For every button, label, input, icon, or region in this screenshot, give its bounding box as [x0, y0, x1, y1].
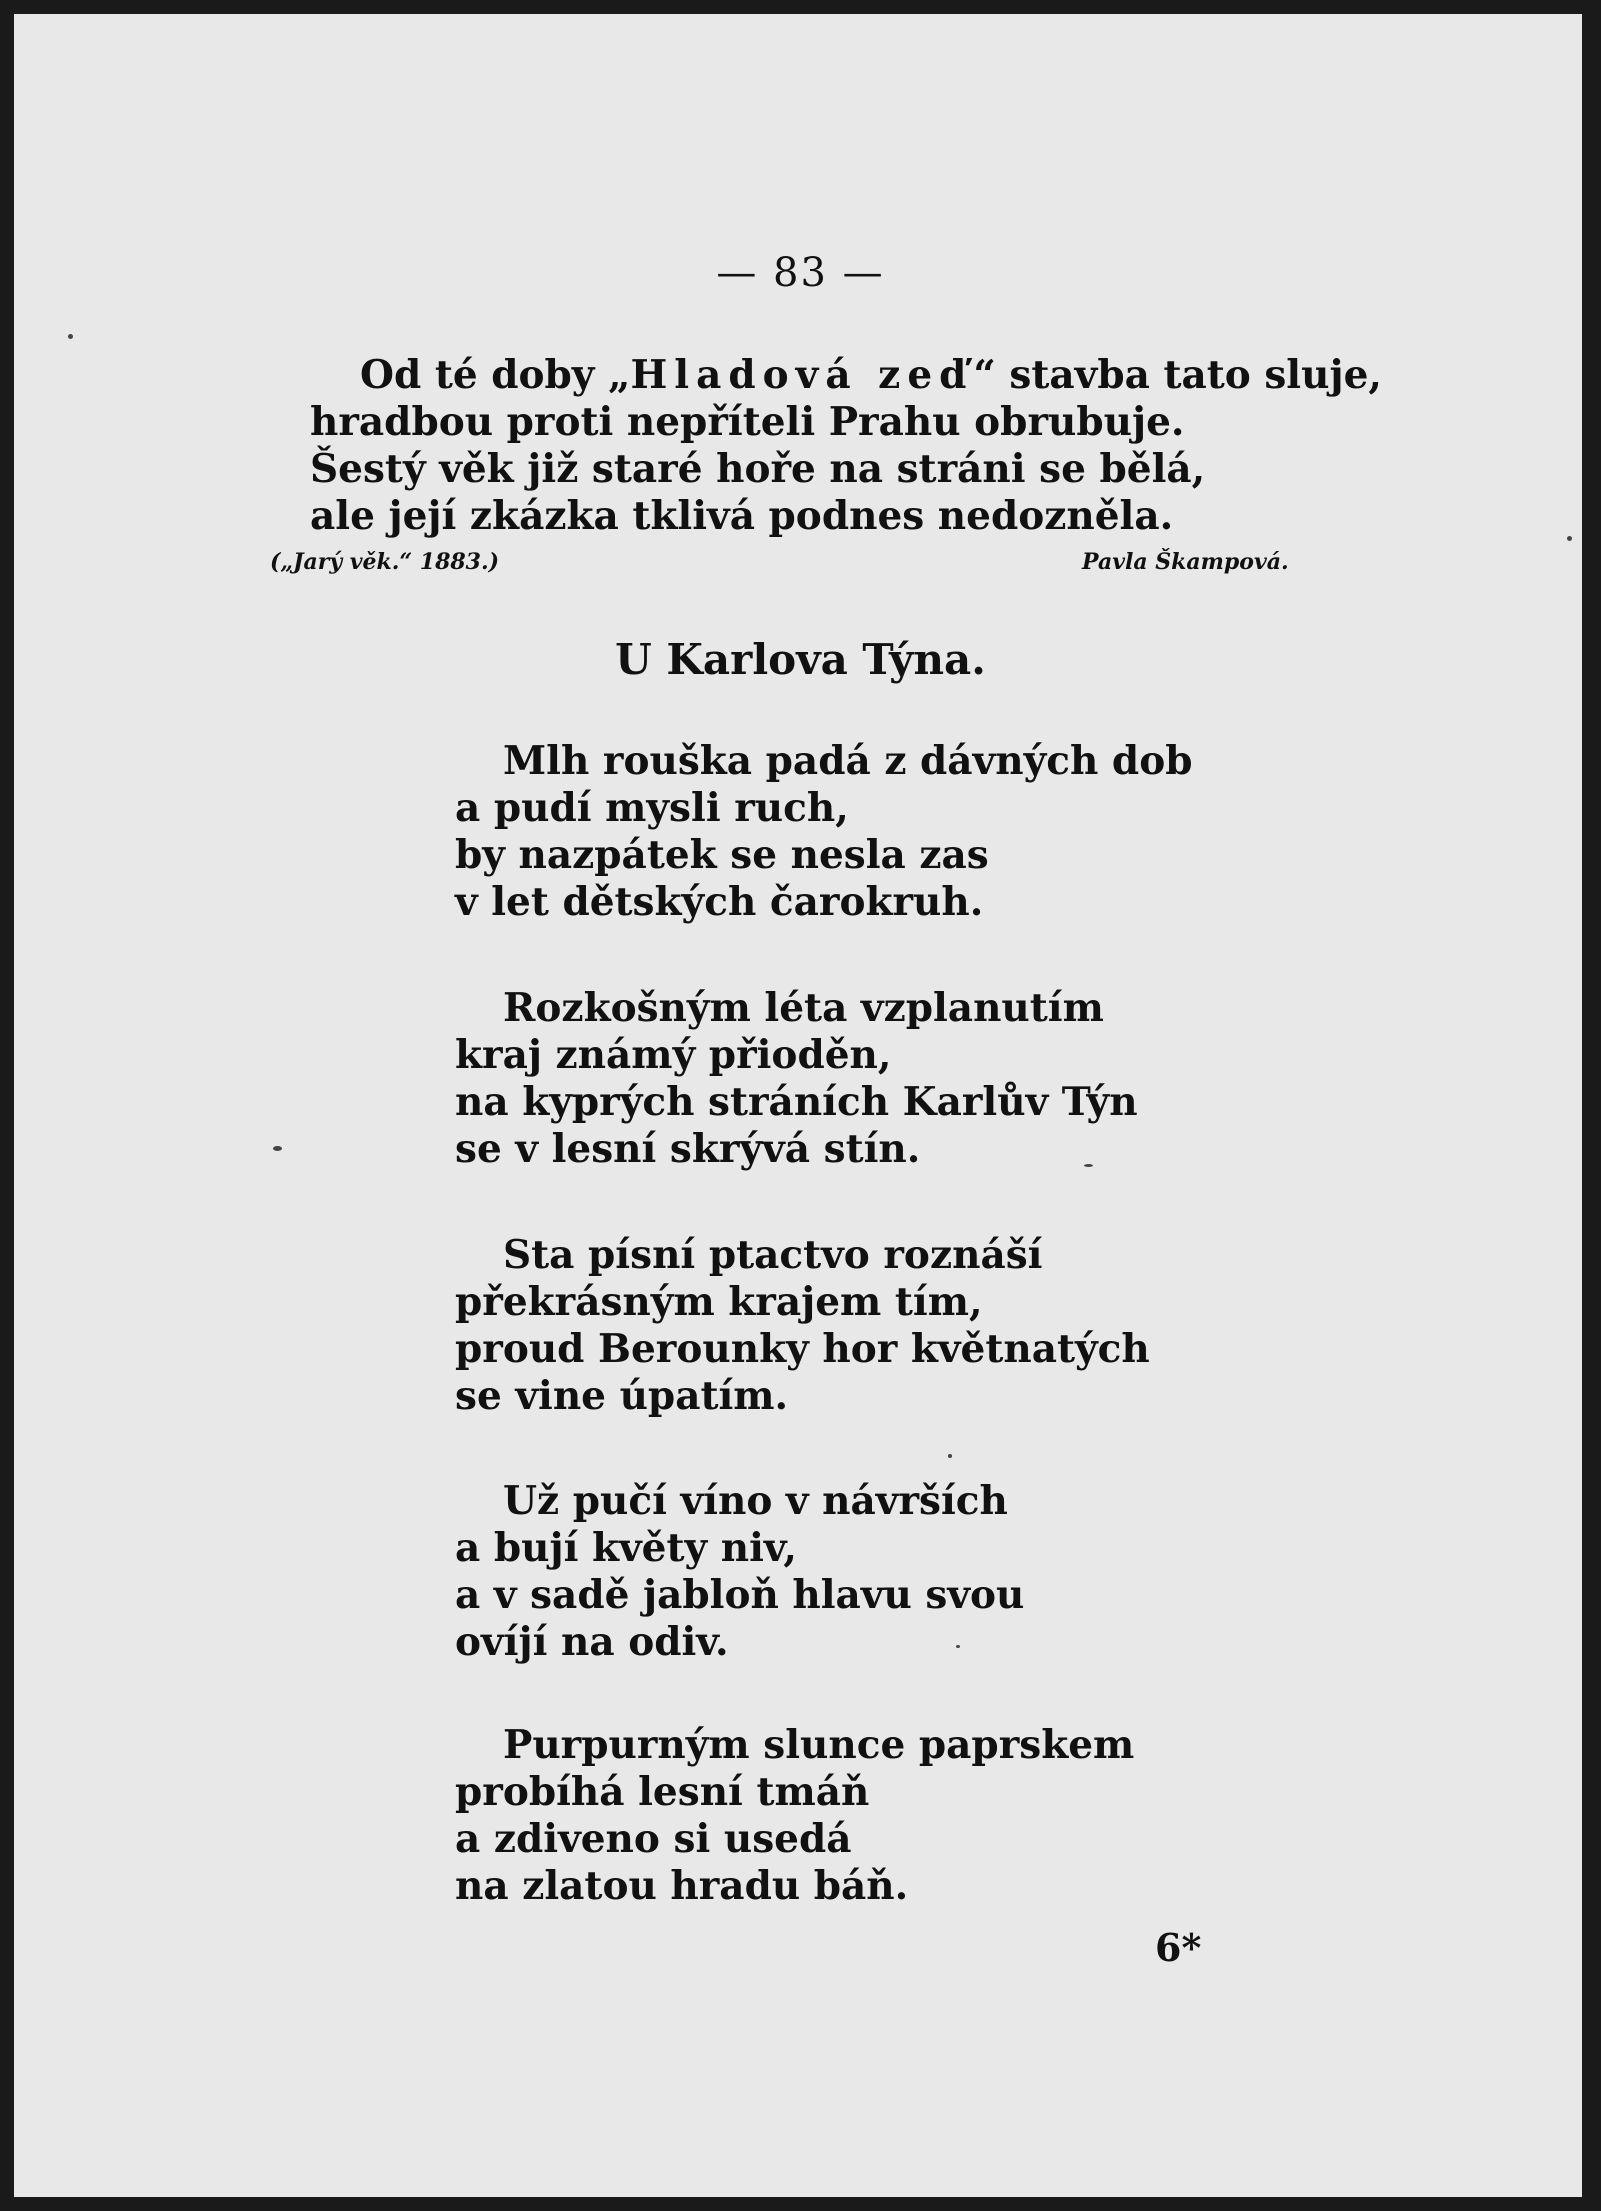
- stanza-line: na kyprých stráních Karlův Týn: [455, 1079, 1138, 1125]
- stanza-line: ovíjí na odiv.: [455, 1619, 729, 1665]
- scan-speck: [956, 1645, 960, 1648]
- stanza-line: a pudí mysli ruch,: [455, 785, 849, 831]
- prev-poem-line: ale její zkázka tklivá podnes nedozněla.: [310, 493, 1174, 539]
- prev-poem-line: Šestý věk již staré hoře na stráni se bělá,: [310, 446, 1206, 492]
- stanza-line: na zlatou hradu báň.: [455, 1863, 909, 1909]
- stanza-line: překrásným krajem tím,: [455, 1279, 983, 1325]
- sheet-signature-mark: 6*: [1155, 1925, 1202, 1970]
- stanza-line: se v lesní skrývá stín.: [455, 1126, 921, 1172]
- stanza-line: probíhá lesní tmáň: [455, 1769, 870, 1815]
- stanza-line: proud Berounky hor květnatých: [455, 1326, 1150, 1372]
- line-text: Od té doby „: [360, 352, 631, 398]
- author-signature: Pavla Škampová.: [1082, 549, 1289, 575]
- stanza-line: Sta písní ptactvo roznáší: [503, 1232, 1043, 1278]
- stanza-line: by nazpátek se nesla zas: [455, 832, 989, 878]
- prev-poem-line: [360, 352, 1382, 398]
- page-number: — 83 —: [716, 250, 885, 296]
- spaced-text: Hladová zeď: [630, 352, 974, 398]
- stanza-line: a bují květy niv,: [455, 1525, 797, 1571]
- stanza-line: a zdiveno si usedá: [455, 1816, 852, 1862]
- stanza-line: Už pučí víno v návrších: [503, 1478, 1008, 1524]
- poem-title: U Karlova Týna.: [615, 635, 986, 684]
- line-text: “ stavba tato sluje,: [973, 352, 1382, 398]
- stanza-line: Purpurným slunce paprskem: [503, 1722, 1135, 1768]
- scan-speck: [948, 1454, 952, 1458]
- stanza-line: Mlh rouška padá z dávných dob: [503, 738, 1193, 784]
- stanza-line: Rozkošným léta vzplanutím: [503, 985, 1104, 1031]
- scan-speck: [1084, 1164, 1093, 1167]
- prev-poem-line: hradbou proti nepříteli Prahu obrubuje.: [310, 399, 1185, 445]
- scan-speck: [68, 334, 73, 339]
- stanza-line: se vine úpatím.: [455, 1373, 789, 1419]
- scan-speck: [273, 1146, 282, 1151]
- scan-speck: [1567, 536, 1572, 541]
- stanza-line: kraj známý přioděn,: [455, 1032, 892, 1078]
- source-citation: („Jarý věk.“ 1883.): [270, 549, 500, 575]
- stanza-line: a v sadě jabloň hlavu svou: [455, 1572, 1025, 1618]
- stanza-line: v let dětských čarokruh.: [455, 879, 984, 925]
